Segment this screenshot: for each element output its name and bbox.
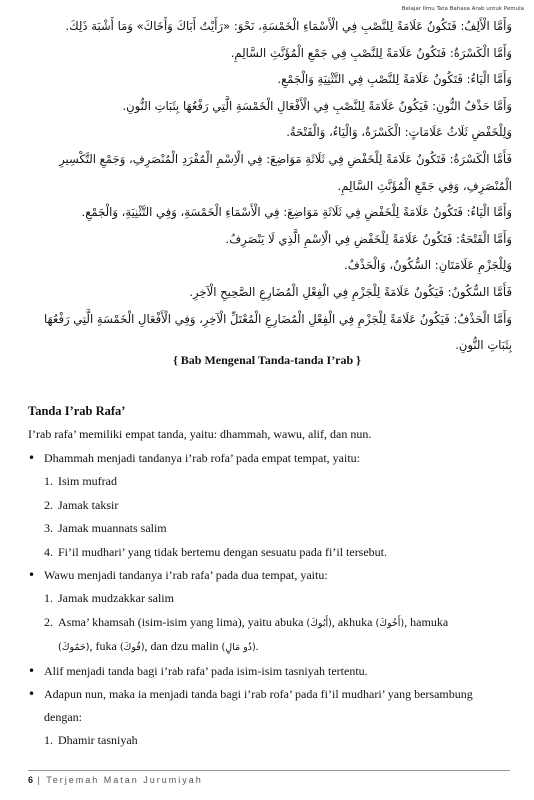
arabic-line: وَأَمَّا الْفَتْحَةُ: فَتَكُونُ عَلَامَةً لِلْخَفْضِ فِي الْاِسْمِ الَّذِي لَا يَنْصَرِفُ. [225, 231, 512, 246]
asma-text: , hamuka [404, 614, 449, 629]
page-number: 6 [28, 775, 34, 785]
asma-text: , fuka [89, 639, 117, 653]
list-item: 2. Jamak taksir [44, 497, 119, 512]
bullet-text: Wawu menjadi tandanya i’rab rafa’ pada dua tempat, yaitu: [44, 568, 328, 582]
intro-paragraph: I’rab rafa’ memiliki empat tanda, yaitu: dhammah, wawu, alif, dan nun. [28, 427, 372, 441]
arabic-line: وَأَمَّا الْيَاءُ: فَتَكُونُ عَلَامَةً لِلْخَفْضِ فِي ثَلَاثَةِ مَوَاضِعَ: فِي الْأَسْمَاءِ الْخَمْسَةِ، وَفِي التَّثْنِيَةِ، وَالْجَمْعِ. [81, 205, 512, 220]
arabic-term: (فُوكَ) [119, 642, 145, 653]
list-item-text: Dhamir tasniyah [58, 732, 138, 747]
arabic-line: وَأَمَّا الْحَذْفُ: فَيَكُونُ عَلَامَةً لِلْجَزْمِ فِي الْفِعْلِ الْمُضَارِعِ الْمُعْتَلِّ الْآخِرِ، وَفِي الْأَفْعَالِ الْخَمْسَةِ الَّتِي رَفْعُهَا [43, 311, 512, 326]
arabic-line: وَلِلْجَزْمِ عَلَامَتَانِ: السُّكُونُ، وَالْحَذْفُ. [344, 258, 512, 273]
arabic-line: فَأَمَّا السُّكُونُ: فَيَكُونُ عَلَامَةً لِلْجَزْمِ فِي الْفِعْلِ الْمُضَارِعِ الصَّحِيحِ الْآخِرِ. [189, 284, 512, 299]
list-item: 1. Jamak mudzakkar salim [44, 591, 174, 605]
list-item-text: Jamak muannats salim [58, 521, 167, 535]
bullet-text: Dhammah menjadi tandanya i’rab rofa’ pada empat tempat, yaitu: [44, 451, 360, 465]
arabic-term: (ذُو مَالٍ) [221, 642, 256, 653]
arabic-term: (أَبُوكَ) [306, 617, 332, 629]
bullet-text: Alif menjadi tanda bagi i’rab rafa’ pada isim-isim tasniyah tertentu. [44, 663, 368, 678]
page-footer [28, 770, 510, 785]
bullet-text: dengan: [44, 709, 82, 724]
arabic-line: وَأَمَّا الْكَسْرَةُ: فَتَكُونُ عَلَامَةً لِلنَّصْبِ فِي جَمْعِ الْمُؤَنَّثِ السَّالِمِ. [230, 45, 512, 60]
footer-title: Terjemah Matan Jurumiyah [46, 775, 203, 785]
list-item-text: Fi’il mudhari’ yang tidak bertemu dengan sesuatu pada fi’il tersebut. [58, 544, 388, 559]
list-item: 1. Dhamir tasniyah [44, 732, 138, 747]
bullet-item [28, 683, 510, 729]
list-item: 3. Jamak muannats salim [44, 521, 167, 535]
subheading: Tanda I’rab Rafa’ [28, 404, 126, 418]
list-item: 2. Asma’ khamsah (isim-isim yang lima), yaitu abuka (أَبُوكَ), akhuka (أَخُوكَ), hamuka (حَمُوكَ), fuka (فُوكَ), dan dzu malin (ذُو مَالٍ). [44, 614, 449, 653]
list-item-text: Isim mufrad [58, 474, 117, 488]
numbered-list [28, 470, 510, 564]
section-title: { Bab Mengenal Tanda-tanda I’rab } [173, 353, 361, 367]
bullet-item [28, 660, 510, 683]
running-header: Belajar Ilmu Tata Bahasa Arab untuk Pemula [401, 6, 524, 12]
list-item: 4. Fi’il mudhari’ yang tidak bertemu dengan sesuatu pada fi’il tersebut. [44, 544, 388, 559]
list-item-text: Jamak mudzakkar salim [58, 591, 174, 605]
arabic-line: بِثَبَاتِ النُّونِ. [455, 338, 512, 353]
numbered-list [28, 729, 510, 753]
arabic-text-block [22, 13, 512, 359]
asma-text: , akhuka [331, 614, 373, 629]
arabic-line: وَأَمَّا الْأَلِفُ: فَتَكُونُ عَلَامَةً لِلنَّصْبِ فِي الْأَسْمَاءِ الْخَمْسَةِ، نَحْوَ: «رَأَيْتُ أَبَاكَ وَأَخَاكَ» وَمَا أَشْبَهَ ذَلِكَ. [65, 19, 512, 33]
footer-separator: | [33, 775, 47, 785]
list-item-text: Jamak taksir [58, 497, 119, 512]
asma-text: . [255, 639, 259, 653]
bullet-text: Adapun nun, maka ia menjadi tanda bagi i’rab rofa’ pada fi’il mudhari’ yang bersambung [44, 686, 473, 701]
arabic-line: وَأَمَّا حَذْفُ النُّونِ: فَيَكُونُ عَلَامَةً لِلنَّصْبِ فِي الْأَفْعَالِ الْخَمْسَةِ الَّتِي رَفْعُهَا بِثَبَاتِ النُّونِ. [122, 98, 512, 113]
bullet-item [28, 564, 510, 587]
asma-lead: Asma’ khamsah (isim-isim yang lima), yaitu abuka [58, 614, 304, 629]
arabic-line: وَأَمَّا الْيَاءُ: فَتَكُونُ عَلَامَةً لِلنَّصْبِ فِي التَّثْنِيَةِ وَالْجَمْعِ. [277, 72, 512, 87]
arabic-term: (أَخُوكَ) [375, 617, 405, 629]
arabic-line: وَلِلْخَفْضِ ثَلَاثُ عَلَامَاتٍ: الْكَسْرَةُ، وَالْيَاءُ، وَالْفَتْحَةُ. [286, 125, 512, 140]
indonesian-text-block [28, 399, 510, 752]
bullet-item [28, 447, 510, 470]
arabic-line: فَأَمَّا الْكَسْرَةُ: فَتَكُونُ عَلَامَةً لِلْخَفْضِ فِي ثَلَاثَةِ مَوَاضِعَ: فِي الْاِسْمِ الْمُفْرَدِ الْمُنْصَرِفِ، وَجَمْعِ التَّكْسِيرِ [59, 151, 512, 166]
numbered-list [28, 587, 510, 660]
asma-text: , dan dzu malin [144, 639, 219, 653]
arabic-line: الْمُنْصَرِفِ، وَفِي جَمْعِ الْمُؤَنَّثِ السَّالِمِ. [337, 178, 512, 193]
list-item: 1. Isim mufrad [44, 474, 117, 488]
arabic-term: (حَمُوكَ) [58, 642, 90, 653]
